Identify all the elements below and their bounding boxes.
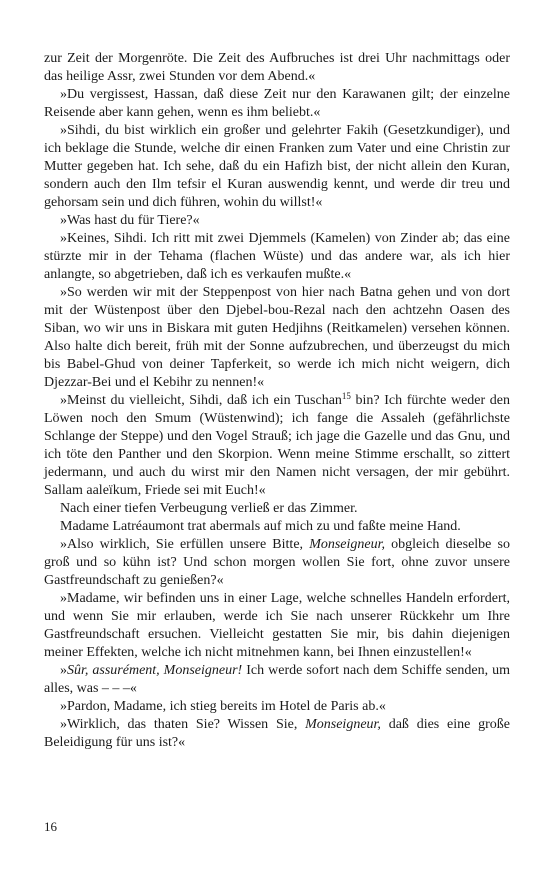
paragraph-text: »Was hast du für Tiere?« — [60, 213, 200, 228]
paragraph-text: »So werden wir mit der Steppenpost von hier nach Batna gehen und von dort mit der Wüstenpost über den Djebel-bou-Rezal nach den achtzehn Oasen des Siban, wo wir uns in Biskara mit guten Hedjihns (Reitkamelen) versehen können. Also halte dich bereit, früh mit der Sonne aufzubrechen, und überzeugst du mich bis Babel-Ghud von deiner Tapferkeit, so werde ich mich nicht weigern, dich Djezzar-Bei und el Kebihr zu nennen!« — [44, 285, 510, 390]
paragraph-text: »Also wirklich, Sie erfüllen unsere Bitte, — [60, 537, 310, 552]
paragraph-text: »Madame, wir befinden uns in einer Lage, welche schnelles Handeln erfordert, und wenn Sie mir erlauben, werde ich Sie nach unserer Rückkehr um Ihre Gastfreundschaft ersuchen. Vielleicht gestatten Sie mir, bis dahin diejenigen meiner Effekten, welche ich nicht mitnehmen kann, bei Ihnen einzustellen!« — [44, 591, 510, 660]
paragraph — [44, 86, 510, 122]
paragraph — [44, 500, 510, 518]
paragraph-text: Madame Latréaumont trat abermals auf mich zu und faßte meine Hand. — [60, 519, 461, 534]
paragraph — [44, 518, 510, 536]
paragraph-text: bin? Ich fürchte weder den Löwen noch den Smum (Wüstenwind); ich fange die Assaleh (gefährlichste Schlange der Steppe) und den Vogel Strauß; ich jage die Gazelle und das Gnu, und ich töte den Panther und den Skorpion. Wenn meine Stimme erschallt, so zittert jedermann, und auch du wirst mir den Namen nicht versagen, der mir gebührt. Sallam aaleïkum, Friede sei mit Euch!« — [44, 393, 510, 498]
paragraph-text: » — [60, 663, 67, 678]
italic-text: Monseigneur, — [305, 717, 381, 732]
paragraph — [44, 536, 510, 590]
paragraph — [44, 662, 510, 698]
paragraph-text: obgleich dieselbe so groß und so kühn ist? Und schon morgen wollen Sie fort, ohne zuvor unsere Gastfreundschaft zu genießen?« — [44, 537, 510, 588]
paragraph — [44, 230, 510, 284]
footnote-marker[interactable]: 15 — [341, 391, 351, 401]
paragraph — [44, 698, 510, 716]
paragraph — [44, 122, 510, 212]
paragraph-text: Nach einer tiefen Verbeugung verließ er das Zimmer. — [60, 501, 358, 516]
paragraph — [44, 212, 510, 230]
paragraph — [44, 50, 510, 86]
paragraph-text: »Wirklich, das thaten Sie? Wissen Sie, — [60, 717, 306, 732]
paragraph-text: »Du vergissest, Hassan, daß diese Zeit nur den Karawanen gilt; der einzelne Reisende aber kann gehen, wenn es ihm beliebt.« — [44, 87, 510, 120]
italic-text: Sûr, assurément, Monseigneur! — [67, 663, 243, 678]
italic-text: Monseigneur, — [309, 537, 386, 552]
page-number: 16 — [44, 819, 57, 834]
paragraph-text: »Meinst du vielleicht, Sihdi, daß ich ein Tuschan — [60, 393, 342, 408]
paragraph-text: daß dies eine große Beleidigung für uns ist?« — [44, 717, 510, 750]
paragraph-text: zur Zeit der Morgenröte. Die Zeit des Aufbruches ist drei Uhr nachmittags oder das heilige Assr, zwei Stunden vor dem Abend.« — [44, 51, 510, 84]
paragraph — [44, 392, 510, 500]
paragraph-text: »Sihdi, du bist wirklich ein großer und gelehrter Fakih (Gesetzkundiger), und ich beklage die Stunde, welche dir einen Franken zum Vater und eine Christin zur Mutter gegeben hat. Ich sehe, daß du ein Hafizh bist, der nicht allein den Kuran, sondern auch den Ilm tefsir el Kuran auswendig kennt, und werde dir treu und gehorsam sein und dich führen, wohin du willst!« — [44, 123, 510, 210]
paragraph-text: »Keines, Sihdi. Ich ritt mit zwei Djemmels (Kamelen) von Zinder ab; das eine stürzte mir in der Tehama (flachen Wüste) und das andere war, als ich hier anlangte, so abgetrieben, daß ich es verkaufen mußte.« — [44, 231, 510, 282]
paragraph — [44, 590, 510, 662]
paragraph — [44, 716, 510, 752]
paragraph-text: Ich werde sofort nach dem Schiffe senden, um alles, was – – –« — [44, 663, 510, 696]
paragraph-text: »Pardon, Madame, ich stieg bereits im Hotel de Paris ab.« — [60, 699, 386, 714]
paragraph — [44, 284, 510, 392]
book-page-text — [44, 50, 510, 752]
